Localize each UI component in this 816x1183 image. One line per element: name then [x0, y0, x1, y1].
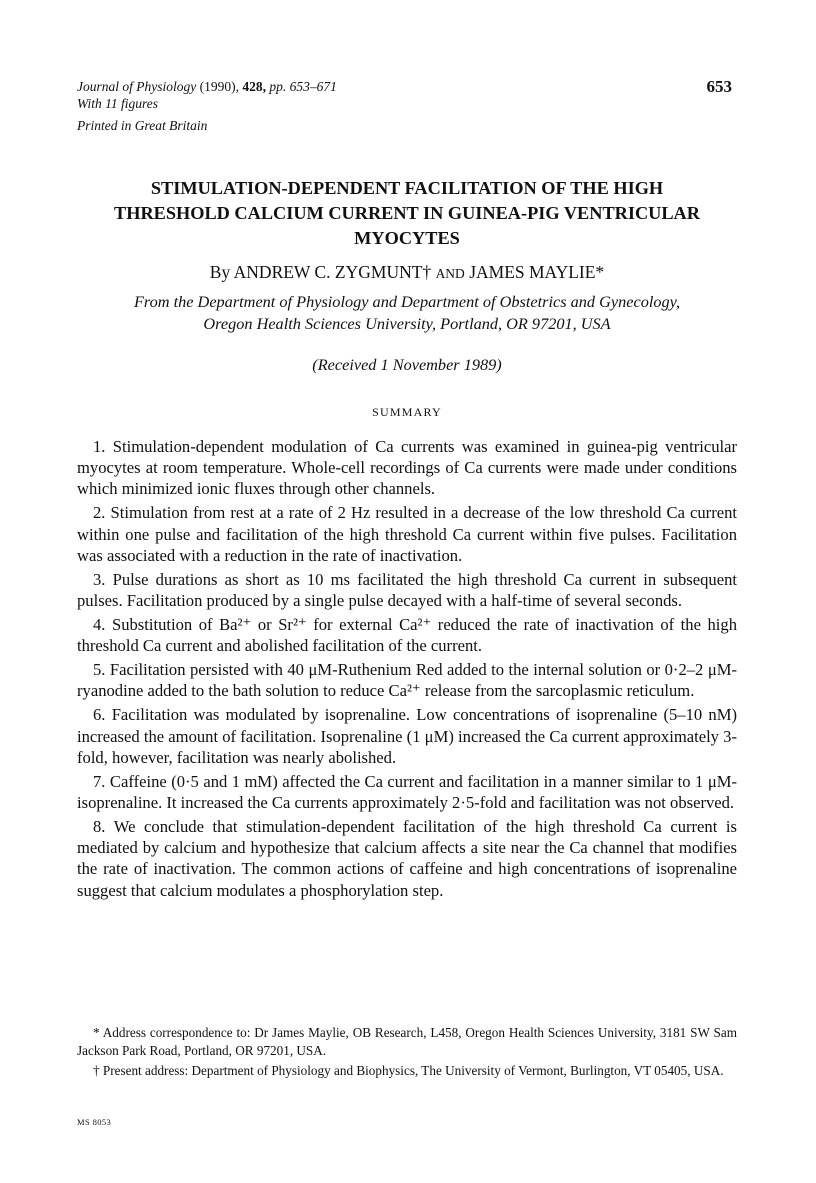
author-line: [77, 262, 737, 283]
journal-header: [77, 78, 337, 134]
footnote-present-address: † Present address: Department of Physiology and Biophysics, The University of Vermont, Burlington, VT 05405, USA.: [93, 1063, 724, 1078]
footnotes: [77, 1024, 737, 1080]
summary-point-5: 5. Facilitation persisted with 40 μM-Ruthenium Red added to the internal solution or 0·2–2 μM-ryanodine added to the bath solution to reduce Ca²⁺ release from the sarcoplasmic reticulum.: [77, 660, 737, 701]
journal-volume: 428,: [242, 79, 266, 94]
summary-point-4: 4. Substitution of Ba²⁺ or Sr²⁺ for external Ca²⁺ reduced the rate of inactivation of the high threshold Ca current and abolished facilitation of the current.: [77, 615, 737, 656]
article-title: [77, 176, 737, 251]
affiliation-line-2: Oregon Health Sciences University, Portland, OR 97201, USA: [203, 314, 611, 333]
title-line-1: STIMULATION-DEPENDENT FACILITATION OF THE HIGH: [150, 178, 664, 198]
summary-point-7: 7. Caffeine (0·5 and 1 mM) affected the Ca current and facilitation in a manner similar to 1 μM-isoprenaline. It increased the Ca currents approximately 2·5-fold and facilitation was not observed.: [77, 771, 737, 813]
received-date: (Received 1 November 1989): [312, 355, 502, 374]
title-line-3: MYOCYTES: [354, 228, 460, 248]
journal-year: (1990),: [199, 79, 239, 94]
summary-body: [77, 436, 737, 904]
title-line-2: THRESHOLD CALCIUM CURRENT IN GUINEA-PIG VENTRICULAR: [114, 203, 700, 223]
affiliation-line-1: From the Department of Physiology and Department of Obstetrics and Gynecology,: [133, 292, 681, 311]
figures-note: With 11 figures: [77, 96, 158, 111]
affiliation: [77, 291, 737, 335]
summary-point-1: 1. Stimulation-dependent modulation of Ca currents was examined in guinea-pig ventricular myocytes at room temperature. Whole-cell recordings of Ca currents were made under conditions which minimized ionic fluxes through other channels.: [77, 437, 737, 499]
summary-point-2: 2. Stimulation from rest at a rate of 2 Hz resulted in a decrease of the low threshold Ca current within one pulse and facilitation of the high threshold Ca current within five pulses. Facilitation was associated with a reduction in the rate of inactivation.: [77, 503, 737, 565]
manuscript-code: MS 8053: [77, 1117, 112, 1127]
citation-line: [77, 78, 337, 95]
and-word: AND: [435, 266, 465, 281]
journal-pages: pp. 653–671: [269, 79, 337, 94]
summary-point-8: 8. We conclude that stimulation-dependent facilitation of the high threshold Ca current is mediated by calcium and hypothesize that calcium affects a site near the Ca channel that modifies the rate of inactivation. The common actions of caffeine and high concentrations of isoprenaline suggest that calcium modulates a phosphorylation step.: [77, 817, 737, 900]
footnote-correspondence: * Address correspondence to: Dr James Maylie, OB Research, L458, Oregon Health Sciences University, 3181 SW Sam Jackson Park Road, Portland, OR 97201, USA.: [77, 1025, 737, 1058]
summary-point-3: 3. Pulse durations as short as 10 ms facilitated the high threshold Ca current in subsequent pulses. Facilitation produced by a single pulse decayed with a half-time of several seconds.: [77, 569, 737, 611]
journal-name: Journal of Physiology: [77, 79, 197, 94]
summary-heading: SUMMARY: [372, 405, 442, 419]
summary-point-6: 6. Facilitation was modulated by isoprenaline. Low concentrations of isoprenaline (5–10 nM) increased the amount of facilitation. Isoprenaline (1 μM) increased the Ca current approximately 3-fold, however, facilitation was nearly abolished.: [77, 705, 737, 767]
author-1: ANDREW C. ZYGMUNT†: [233, 262, 432, 282]
printed-note: Printed in Great Britain: [77, 118, 208, 133]
author-2: JAMES MAYLIE*: [469, 262, 605, 282]
page-number: 653: [706, 77, 732, 96]
by-word: By: [209, 262, 231, 282]
